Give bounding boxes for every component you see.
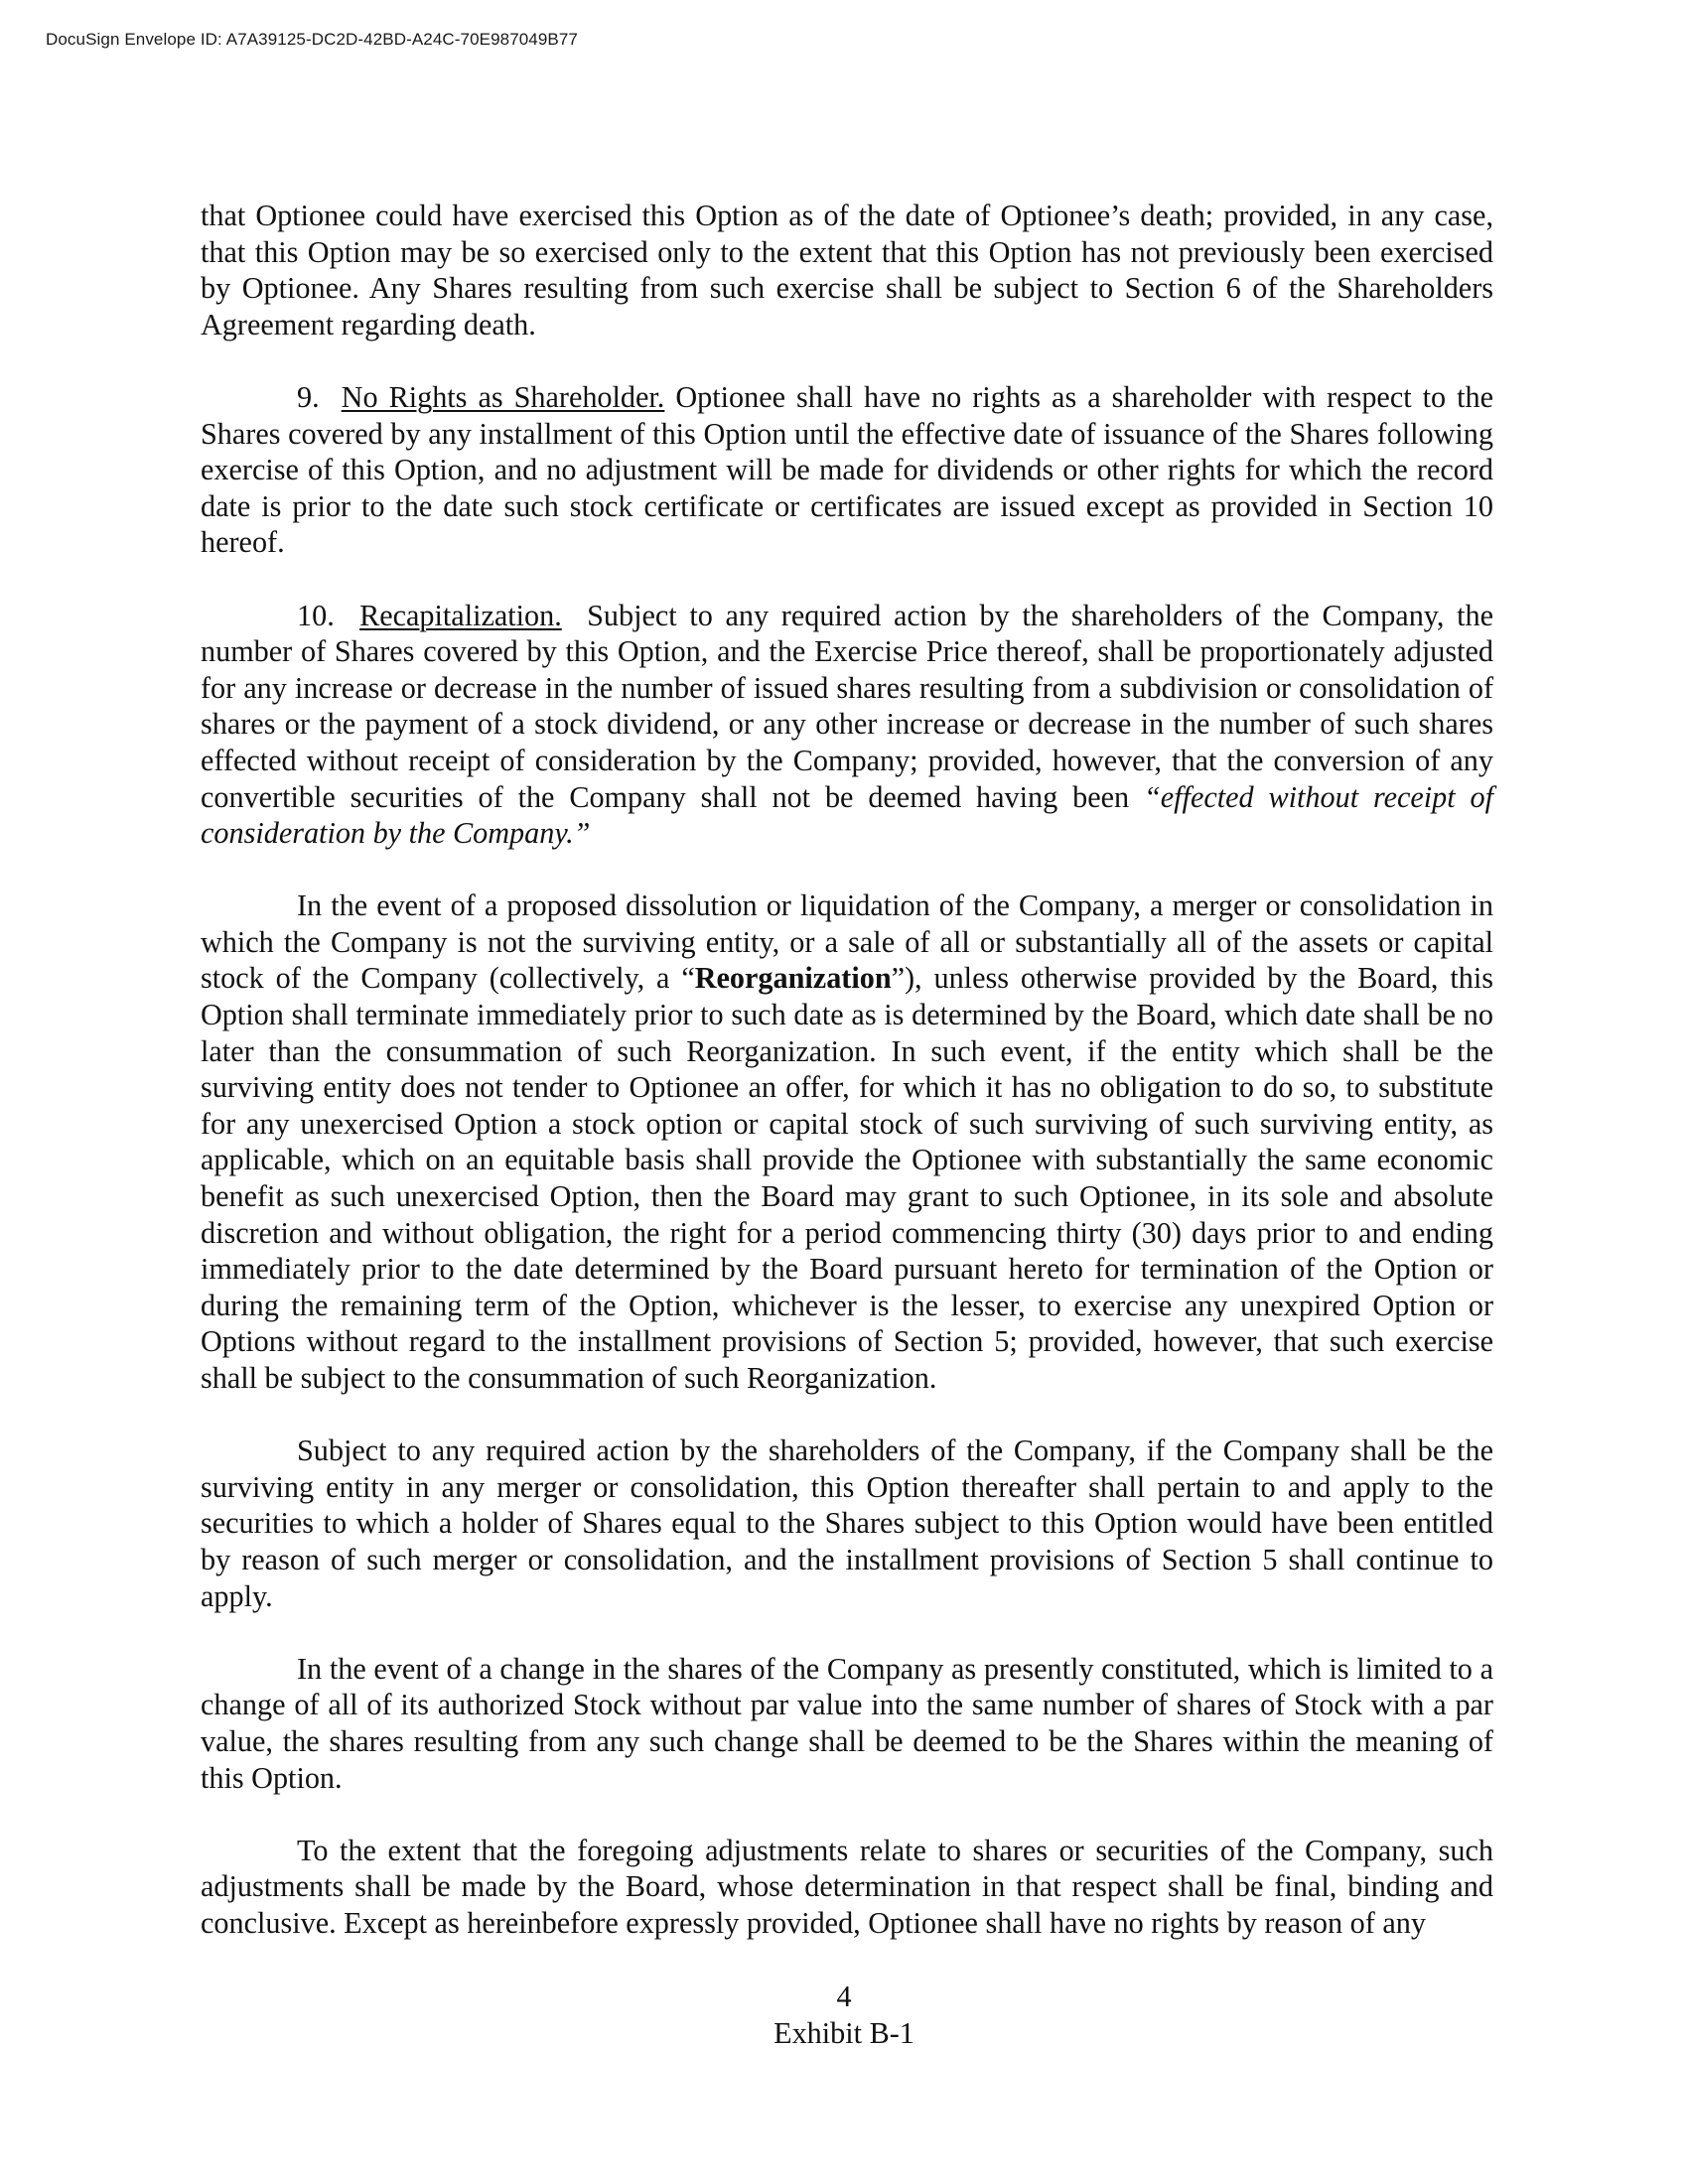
section-number: 9. (297, 379, 320, 414)
section-9-no-rights-as-shareholder (201, 379, 1493, 561)
paragraph-text: In the event of a change in the shares of the Company as presently constituted, which is limited to a change of all of its authorized Stock without par value into the same number of shares of Stock with a par value, the shares resulting from any such change shall be deemed to be the Shares within the meaning of this Option. (201, 1651, 1493, 1795)
section-heading: No Rights as Shareholder. (341, 379, 665, 414)
section-text: Subject to any required action by the shareholders of the Company, the number of Shares covered by this Option, and the Exercise Price thereof, shall be proportionately adjusted for any increase or decrease in the number of issued shares resulting from a subdivision or consolidation of shares or the payment of a stock dividend, or any other increase or decrease in the number of such shares effected without receipt of consideration by the Company; provided, however, that the conversion of any convertible securities of the Company shall not be deemed having been (201, 598, 1494, 814)
section-heading: Recapitalization. (359, 598, 562, 632)
paragraph-text: Subject to any required action by the shareholders of the Company, if the Company shall be the surviving entity in any merger or consolidation, this Option thereafter shall pertain to and apply to the securities to which a holder of Shares equal to the Shares subject to this Option would have been entitled by reason of such merger or consolidation, and the installment provisions of Section 5 shall continue to apply. (201, 1433, 1493, 1613)
paragraph-text-end: ”), unless otherwise provided by the Board, this Option shall terminate immediately prior to such date as is determined by the Board, which date shall be no later than the consummation of such Reorganization. In such event, if the entity which shall be the surviving entity does not tender to Optionee an offer, for which it has no obligation to do so, to substitute for any unexercised Option a stock option or capital stock of such surviving of such surviving entity, as applicable, which on an equitable basis shall provide the Optionee with substantially the same economic benefit as such unexercised Option, then the Board may grant to such Optionee, in its sole and absolute discretion and without obligation, the right for a period commencing thirty (30) days prior to and ending immediately prior to the date determined by the Board pursuant hereto for termination of the Option or during the remaining term of the Option, whichever is the lesser, to exercise any unexpired Option or Options without regard to the installment provisions of Section 5; provided, however, that such exercise shall be subject to the consummation of such Reorganization. (201, 961, 1493, 1395)
paragraph-reorganization (201, 887, 1493, 1396)
paragraph-text: To the extent that the foregoing adjustments relate to shares or securities of the Company, such adjustments shall be made by the Board, whose determination in that respect shall be final, binding and conclusive. Except as hereinbefore expressly provided, Optionee shall have no rights by reason of any (201, 1833, 1493, 1940)
defined-term-reorganization: Reorganization (694, 961, 892, 996)
section-number: 10. (297, 598, 335, 632)
section-text: Optionee shall have no rights as a shareholder with respect to the Shares covered by any installment of this Option until the effective date of issuance of the Shares following exercise of this Option, and no adjustment will be made for dividends or other rights for which the record date is prior to the date such stock certificate or certificates are issued except as provided in Section 10 hereof. (201, 379, 1493, 560)
paragraph-surviving-entity (201, 1433, 1493, 1614)
section-10-recapitalization (201, 598, 1493, 852)
italic-quote: “effected without receipt of consideration by the Company.” (201, 779, 1494, 851)
exhibit-label: Exhibit B-1 (774, 2016, 914, 2050)
paragraph-death-exercise (201, 198, 1493, 342)
paragraph-text: that Optionee could have exercised this Option as of the date of Optionee’s death; provided, in any case, that this Option may be so exercised only to the extent that this Option has not previously been exercised by Optionee. Any Shares resulting from such exercise shall be subject to Section 6 of the Shareholders Agreement regarding death. (201, 199, 1493, 341)
page-number: 4 (836, 1979, 852, 2013)
paragraph-board-adjustments (201, 1833, 1493, 1942)
paragraph-par-value-change (201, 1651, 1493, 1796)
document-body (201, 198, 1493, 1978)
docusign-envelope-id: DocuSign Envelope ID: A7A39125-DC2D-42BD-A24C-70E987049B77 (46, 30, 578, 49)
paragraph-text-start: In the event of a proposed dissolution or liquidation of the Company, a merger or consolidation in which the Company is not the surviving entity, or a sale of all or substantially all of the assets or capital stock of the Company (collectively, a “ (201, 888, 1493, 996)
